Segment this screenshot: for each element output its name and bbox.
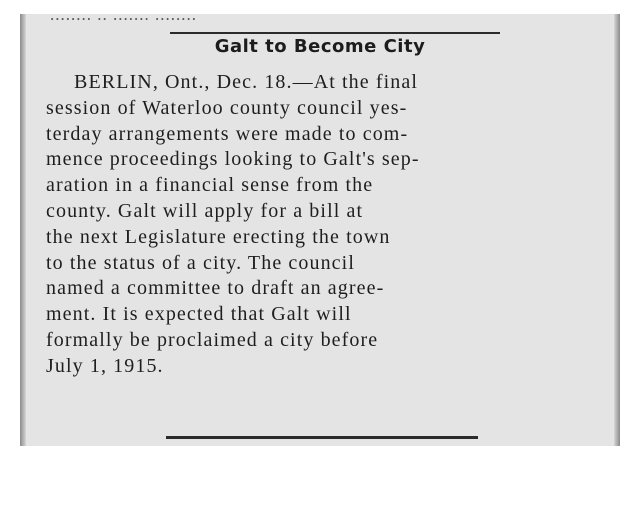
article-line-4: mence proceedings looking to Galt's sep-: [46, 148, 420, 171]
article-line-10: ment. It is expected that Galt will: [46, 303, 352, 326]
article-line-1: BERLIN, Ont., Dec. 18.—At the final: [74, 71, 418, 93]
newspaper-clipping: [20, 14, 620, 446]
article-line-8: to the status of a city. The council: [46, 251, 355, 274]
article-line-7: the next Legislature erecting the town: [46, 225, 391, 248]
article-line-9: named a committee to draft an agree-: [46, 277, 385, 300]
article-line-3: terday arrangements were made to com-: [46, 122, 409, 145]
previous-article-cut-line: ........ .. ....... ........: [50, 14, 197, 24]
top-divider-rule: [170, 32, 500, 34]
article-line-12: July 1, 1915.: [46, 354, 164, 377]
article-body: [46, 70, 606, 380]
bottom-divider-rule: [166, 436, 478, 439]
clipping-right-edge: [614, 14, 620, 446]
article-line-2: session of Waterloo county council yes-: [46, 96, 408, 119]
article-headline: Galt to Become City: [214, 36, 426, 57]
clipping-left-edge: [20, 14, 26, 446]
article-line-6: county. Galt will apply for a bill at: [46, 199, 364, 222]
article-line-11: formally be proclaimed a city before: [46, 328, 379, 351]
article-line-5: aration in a financial sense from the: [46, 174, 374, 197]
